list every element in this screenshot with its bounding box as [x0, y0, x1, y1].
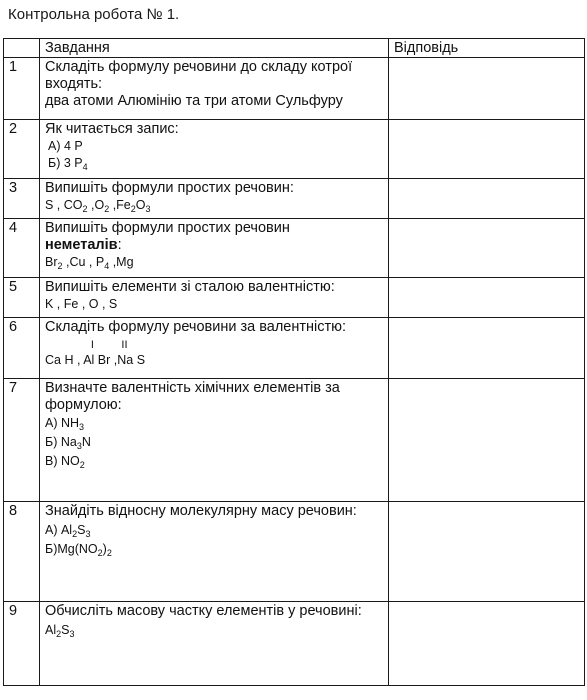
row-number: 6	[4, 318, 40, 379]
task-cell	[40, 179, 389, 219]
row-number: 8	[4, 502, 40, 602]
assignment-table	[3, 38, 585, 686]
formula-part: А) NH	[45, 416, 80, 430]
task-text: Випишіть формули простих речовин:	[45, 180, 294, 196]
formula-part: ,Cu , P	[62, 255, 105, 269]
task-cell	[40, 502, 389, 602]
task-detail: K , Fe , O , S	[45, 297, 118, 311]
subscript: 4	[82, 162, 88, 172]
subscript: 3	[145, 204, 151, 214]
table-row	[4, 602, 585, 686]
option-b	[45, 155, 384, 172]
task-text: Обчисліть масову частку елементів у речовині:	[45, 603, 362, 619]
subscript: 4	[104, 261, 110, 271]
option-b	[45, 539, 384, 558]
formula-part: А) Al	[45, 523, 73, 537]
answer-cell[interactable]	[389, 278, 585, 318]
subscript: 3	[85, 529, 91, 539]
task-text: Як читається запис:	[45, 121, 179, 137]
subscript: 2	[72, 529, 78, 539]
formula-part: N	[81, 435, 91, 449]
subscript: 3	[69, 629, 75, 639]
task-cell	[40, 602, 389, 686]
task-detail: два атоми Алюмінію та три атоми Сульфуру	[45, 93, 343, 109]
option-a	[45, 414, 384, 432]
row-number: 4	[4, 219, 40, 278]
row-number: 7	[4, 379, 40, 502]
formula-part: Б)Mg(NO	[45, 542, 98, 556]
formula-part: O	[135, 198, 146, 212]
table-row	[4, 120, 585, 179]
subscript: 2	[106, 548, 112, 558]
formula-part: Б) Na	[45, 435, 77, 449]
subscript: 2	[97, 548, 103, 558]
table-row	[4, 379, 585, 502]
subscript: 2	[130, 204, 136, 214]
task-text: Знайдіть відносну молекулярну масу речовин:	[45, 503, 357, 519]
row-number: 2	[4, 120, 40, 179]
option-a: А) 4 Р	[48, 139, 83, 153]
formula-part: S , CO	[45, 198, 83, 212]
formula-list	[45, 620, 384, 639]
formula-part: Al	[45, 623, 57, 637]
subscript: 2	[57, 261, 63, 271]
table-row	[4, 502, 585, 602]
page-title: Контрольна робота № 1.	[8, 6, 180, 23]
table-row	[4, 179, 585, 219]
subscript: 2	[104, 204, 110, 214]
formula-part: ,Fe	[109, 198, 131, 212]
row-number: 9	[4, 602, 40, 686]
valence-numerals: I II	[45, 339, 128, 351]
formula-part: S	[77, 523, 86, 537]
header-answer: Відповідь	[389, 39, 585, 58]
table-row	[4, 219, 585, 278]
formula-part: S	[61, 623, 70, 637]
formula-list	[45, 254, 384, 271]
task-cell	[40, 219, 389, 278]
task-cell	[40, 379, 389, 502]
colon: :	[117, 237, 122, 253]
answer-cell[interactable]	[389, 318, 585, 379]
answer-cell[interactable]	[389, 379, 585, 502]
header-task: Завдання	[40, 39, 389, 58]
task-cell	[40, 278, 389, 318]
task-text: Складіть формулу речовини за валентністю:	[45, 319, 347, 335]
formula-part: Br	[45, 255, 58, 269]
subscript: 2	[82, 204, 88, 214]
bold-word: неметалів	[45, 237, 118, 253]
task-cell	[40, 318, 389, 379]
row-number: 3	[4, 179, 40, 219]
answer-cell[interactable]	[389, 602, 585, 686]
answer-cell[interactable]	[389, 120, 585, 179]
task-emphasis	[45, 237, 384, 254]
option-b	[45, 432, 384, 451]
task-text: Складіть формулу речовини до складу котрої входять:	[45, 59, 353, 92]
formula-part: )	[102, 542, 107, 556]
table-header-row	[4, 39, 585, 58]
answer-cell[interactable]	[389, 219, 585, 278]
task-text: Випишіть формули простих речовин	[45, 220, 290, 236]
task-cell	[40, 120, 389, 179]
row-number: 1	[4, 58, 40, 120]
option-a	[45, 520, 384, 539]
formula-list	[45, 197, 384, 214]
subscript: 2	[79, 460, 85, 470]
task-cell	[40, 58, 389, 120]
subscript: 3	[76, 441, 82, 451]
header-num	[4, 39, 40, 58]
formula-part: ,O	[87, 198, 105, 212]
answer-cell[interactable]	[389, 58, 585, 120]
row-number: 5	[4, 278, 40, 318]
subscript: 3	[79, 422, 85, 432]
task-text: Випишіть елементи зі сталою валентністю:	[45, 279, 335, 295]
option-b-text: Б) 3 Р	[48, 156, 83, 170]
option-c	[45, 451, 384, 470]
answer-cell[interactable]	[389, 179, 585, 219]
answer-cell[interactable]	[389, 502, 585, 602]
table-row	[4, 278, 585, 318]
formula-part: ,Mg	[109, 255, 134, 269]
task-text: Визначте валентність хімічних елементів за формулою:	[45, 380, 340, 413]
subscript: 2	[56, 629, 62, 639]
table-row	[4, 318, 585, 379]
task-detail: Ca H , Al Br ,Na S	[45, 353, 146, 367]
formula-part: В) NO	[45, 454, 80, 468]
table-row	[4, 58, 585, 120]
